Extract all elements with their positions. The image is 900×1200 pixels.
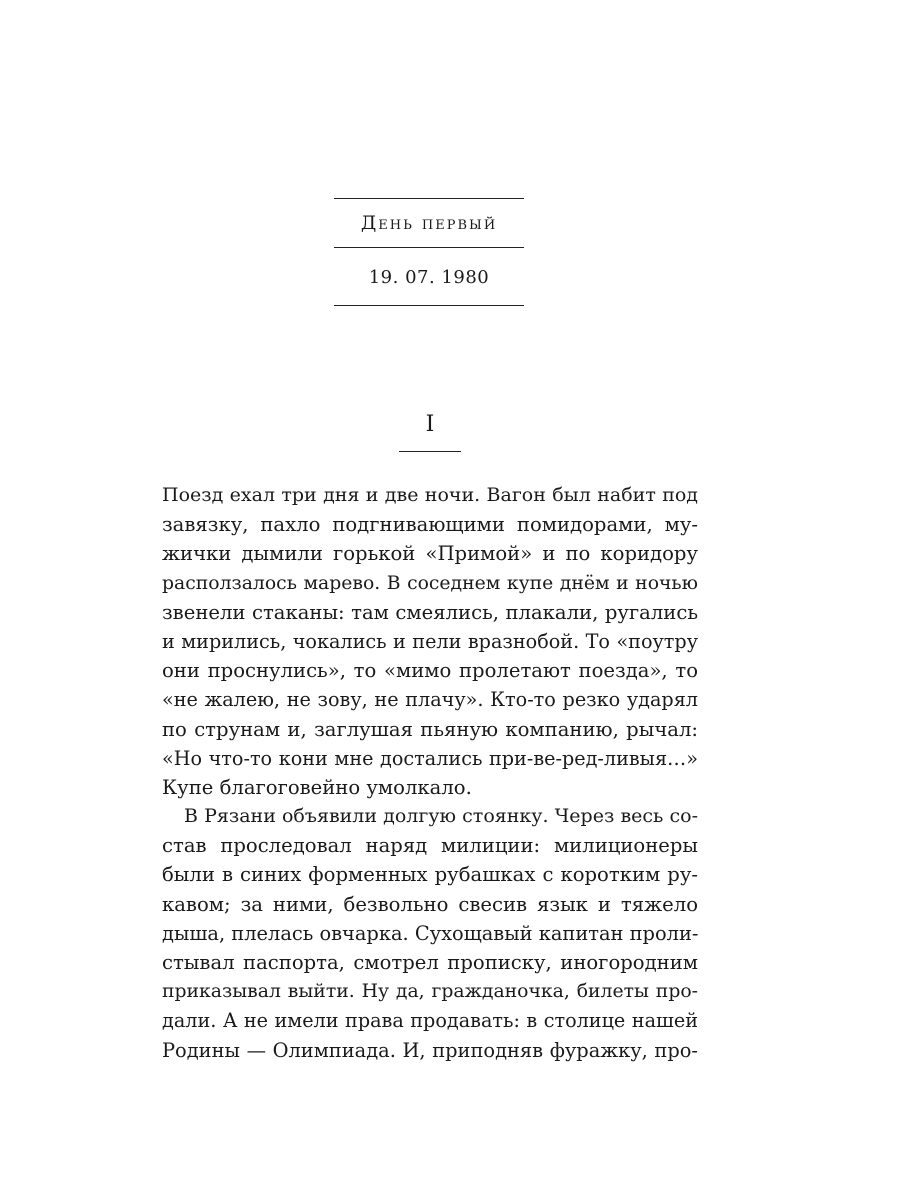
body-text [162,481,698,1065]
text-line: Поезд ехал три дня и две ночи. Вагон был набит под [162,484,698,506]
section-rule [399,451,461,452]
text-line: дыша, плелась овчарка. Сухощавый капитан проли- [162,921,699,945]
text-line: и мирились, чокались и пели вразнобой. То «поутру [162,629,698,653]
text-line: «не жалею, не зову, не плачу». Кто-то резко ударял [162,688,698,712]
text-line: став проследовал наряд милиции: милиционеры [162,834,698,858]
text-line: расползалось марево. В соседнем купе днём и ночью [162,572,698,594]
text-line: Купе благоговейно умолкало. [162,775,472,799]
text-line: звенели стаканы: там смеялись, плакали, ругались [162,600,698,624]
text-line: Родины — Олимпиада. И, приподняв фуражку, про- [162,1038,698,1062]
chapter-title: День первый [360,212,498,234]
paragraph-2 [162,802,698,1065]
text-line: В Рязани объявили долгую стоянку. Через весь со- [184,805,698,828]
text-line: дали. А не имели права продавать: в столице нашей [162,1009,698,1033]
text-line: завязку, пахло подгнивающими помидорами, му- [162,513,698,537]
text-line: жички дымили горькой «Примой» и по коридору [162,542,698,566]
chapter-date: 19. 07. 1980 [368,267,490,288]
title-bottom-rule [334,247,524,248]
section-number: I [425,412,435,437]
date-bottom-rule [334,305,524,306]
text-line: «Но что-то кони мне достались при-ве-ред-ливыя…» [162,746,698,770]
text-line: были в синих форменных рубашках с коротким ру- [162,863,698,887]
text-line: они проснулись», то «мимо пролетают поезда», то [162,659,698,683]
paragraph-1 [162,481,698,802]
text-line: приказывал выйти. Ну да, гражданочка, билеты про- [162,981,698,1003]
text-line: кавом; за ними, безвольно свесив язык и тяжело [162,892,698,916]
title-top-rule [334,198,524,199]
text-line: стывал паспорта, смотрел прописку, иногородним [162,951,698,974]
text-line: по струнам и, заглушая пьяную компанию, рычал: [162,717,698,741]
